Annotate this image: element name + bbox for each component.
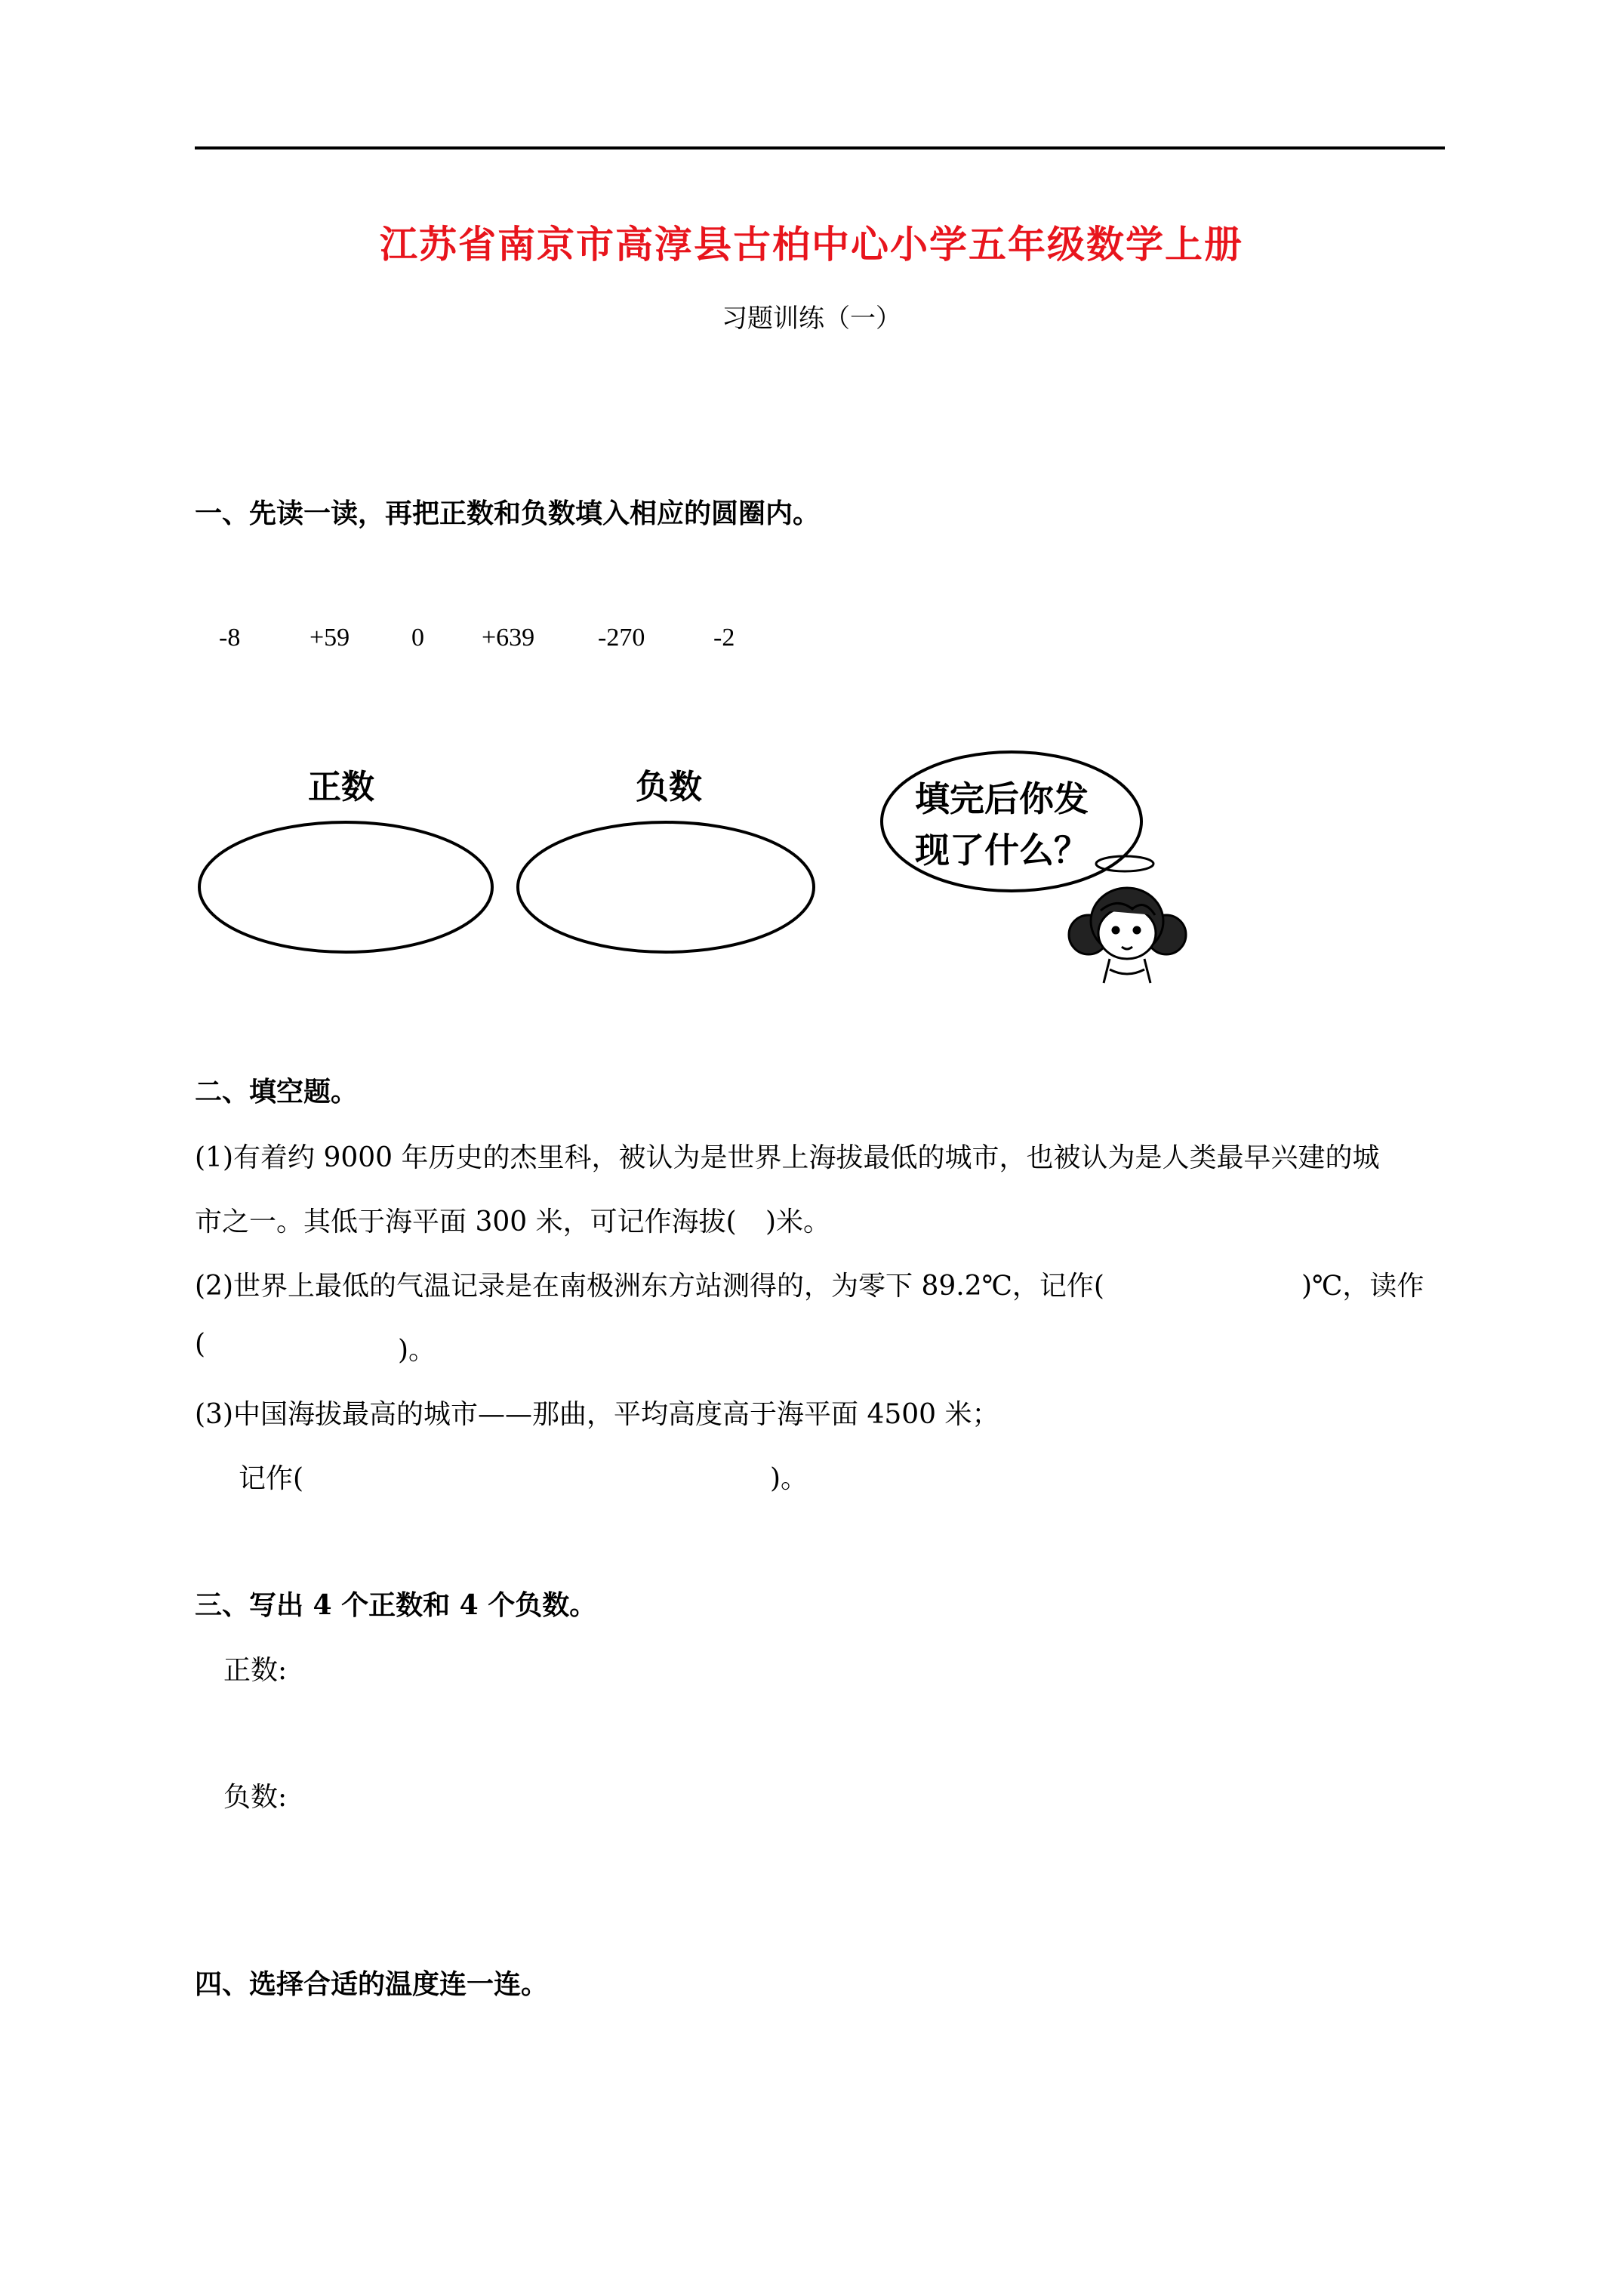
- number-item: -8: [219, 624, 241, 652]
- section1-illustration: [0, 0, 1623, 1057]
- girl-cartoon-icon: [1069, 888, 1186, 983]
- bubble-line-2: 现了什么？: [915, 830, 1089, 871]
- section2-heading: 二、填空题。: [195, 1076, 359, 1108]
- question-2-line-2a: (: [195, 1329, 206, 1360]
- question-2-line-1b: )℃，读作: [1301, 1271, 1424, 1302]
- section1-heading: 一、先读一读，再把正数和负数填入相应的圆圈内。: [195, 498, 821, 529]
- page-title: 江苏省南京市高淳县古柏中心小学五年级数学上册: [380, 222, 1243, 267]
- question-1-line-2b: )米。: [765, 1207, 831, 1237]
- positive-circle[interactable]: [199, 822, 492, 952]
- number-item: -270: [598, 624, 645, 652]
- question-1-line-2a: 市之一。其低于海平面 300 米，可记作海拔(: [195, 1207, 737, 1237]
- question-2-line-1a: (2)世界上最低的气温记录是在南极洲东方站测得的，为零下 89.2℃，记作(: [195, 1271, 1104, 1302]
- negative-circle[interactable]: [518, 822, 814, 952]
- number-item: +59: [310, 624, 350, 652]
- number-item: -2: [713, 624, 735, 652]
- question-1-line-1: (1)有着约 9000 年历史的杰里科，被认为是世界上海拔最低的城市，也被认为是人类最早兴建的城: [195, 1142, 1380, 1173]
- section4-heading: 四、选择合适的温度连一连。: [195, 1968, 549, 2000]
- section3-heading: 三、写出 4 个正数和 4 个负数。: [195, 1589, 597, 1621]
- bubble-line-1: 填完后你发: [915, 778, 1089, 819]
- number-item: 0: [411, 624, 424, 652]
- positive-prompt: 正数:: [223, 1655, 288, 1686]
- question-3-line-2b: )。: [770, 1463, 808, 1494]
- question-3-line-2a: 记作(: [239, 1463, 304, 1494]
- negative-prompt: 负数:: [223, 1782, 288, 1813]
- positive-label: 正数: [308, 768, 374, 806]
- number-item: +639: [482, 624, 535, 652]
- question-3-line-1: (3)中国海拔最高的城市——那曲，平均高度高于海平面 4500 米；: [195, 1399, 999, 1430]
- question-2-line-2b: )。: [398, 1335, 436, 1366]
- page-subtitle: 习题训练（一）: [722, 304, 901, 334]
- negative-label: 负数: [636, 768, 702, 806]
